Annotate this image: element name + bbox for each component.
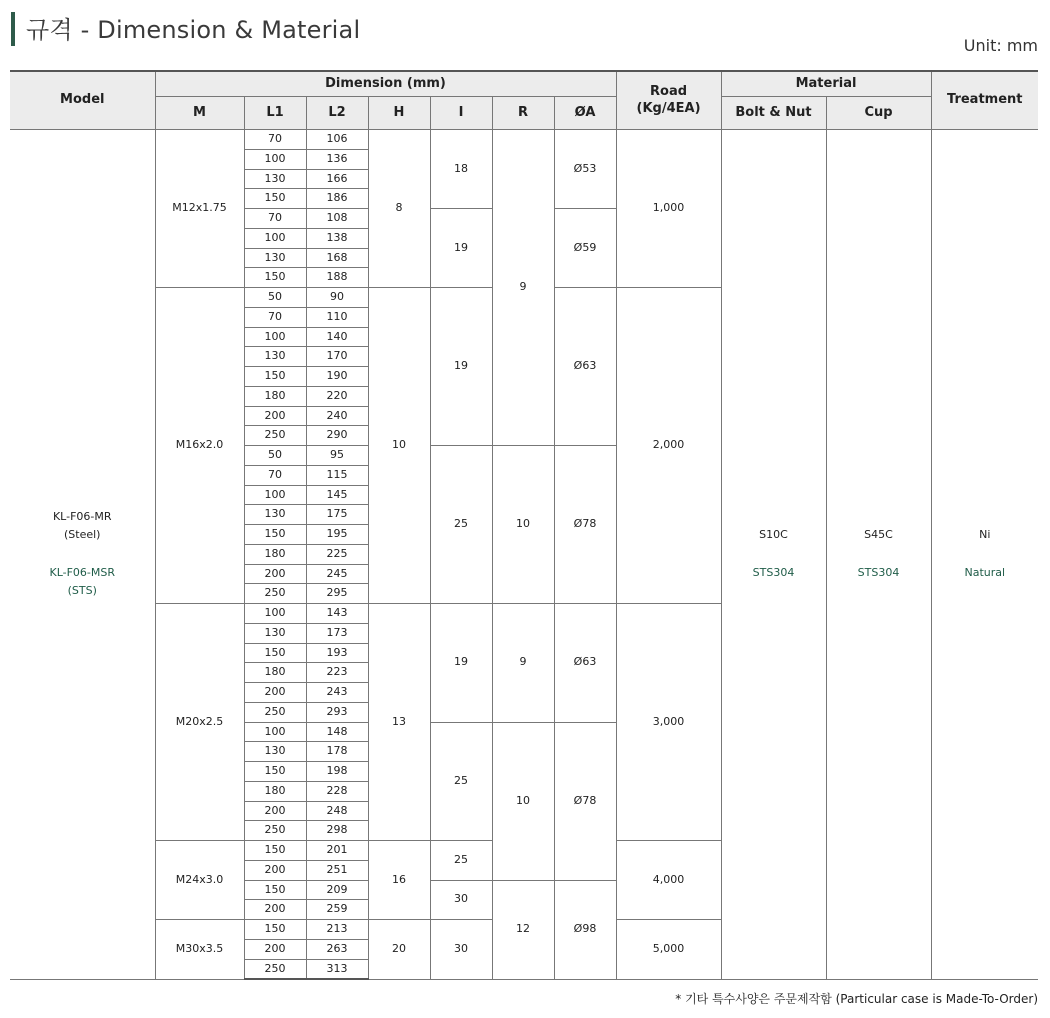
l2-cell: 243 <box>306 683 368 703</box>
a-cell: Ø63 <box>554 288 616 446</box>
h-cell: 13 <box>368 604 430 841</box>
l1-cell: 100 <box>244 149 306 169</box>
i-cell: 25 <box>430 841 492 881</box>
l2-cell: 115 <box>306 465 368 485</box>
l2-cell: 313 <box>306 959 368 979</box>
i-cell: 19 <box>430 209 492 288</box>
l1-cell: 150 <box>244 880 306 900</box>
l2-cell: 95 <box>306 446 368 466</box>
l1-cell: 150 <box>244 525 306 545</box>
header-bolt-nut: Bolt & Nut <box>721 97 826 130</box>
road-cell: 5,000 <box>616 920 721 980</box>
l2-cell: 138 <box>306 228 368 248</box>
l1-cell: 200 <box>244 564 306 584</box>
model-type-sts: (STS) <box>67 584 97 598</box>
l2-cell: 220 <box>306 386 368 406</box>
l2-cell: 145 <box>306 485 368 505</box>
l2-cell: 168 <box>306 248 368 268</box>
header-m: M <box>155 97 244 130</box>
l1-cell: 150 <box>244 762 306 782</box>
l2-cell: 195 <box>306 525 368 545</box>
unit-label: Unit: mm <box>963 36 1038 55</box>
l1-cell: 250 <box>244 702 306 722</box>
spec-table-body <box>10 130 1038 980</box>
l1-cell: 150 <box>244 643 306 663</box>
i-cell: 19 <box>430 288 492 446</box>
l1-cell: 180 <box>244 544 306 564</box>
l1-cell: 200 <box>244 406 306 426</box>
l1-cell: 180 <box>244 781 306 801</box>
r-cell: 10 <box>492 446 554 604</box>
l1-cell: 100 <box>244 604 306 624</box>
spec-table <box>10 70 1038 980</box>
a-cell: Ø78 <box>554 722 616 880</box>
h-cell: 8 <box>368 130 430 288</box>
i-cell: 30 <box>430 880 492 920</box>
road-cell: 1,000 <box>616 130 721 288</box>
treatment-steel: Ni <box>979 528 991 542</box>
l1-cell: 150 <box>244 920 306 940</box>
l1-cell: 100 <box>244 485 306 505</box>
l2-cell: 290 <box>306 426 368 446</box>
l1-cell: 130 <box>244 505 306 525</box>
l2-cell: 225 <box>306 544 368 564</box>
l2-cell: 293 <box>306 702 368 722</box>
l2-cell: 259 <box>306 900 368 920</box>
r-cell: 9 <box>492 130 554 446</box>
l1-cell: 130 <box>244 742 306 762</box>
i-cell: 25 <box>430 722 492 841</box>
l1-cell: 150 <box>244 268 306 288</box>
header-a: ØA <box>554 97 616 130</box>
page-title: 규격 - Dimension & Material <box>26 16 361 44</box>
i-cell: 18 <box>430 130 492 209</box>
header-r: R <box>492 97 554 130</box>
l1-cell: 200 <box>244 683 306 703</box>
l1-cell: 100 <box>244 327 306 347</box>
l1-cell: 250 <box>244 821 306 841</box>
title-accent-bar <box>11 12 15 46</box>
header-l1: L1 <box>244 97 306 130</box>
r-cell: 12 <box>492 880 554 979</box>
l2-cell: 106 <box>306 130 368 150</box>
header-material: Material <box>721 71 931 97</box>
l1-cell: 70 <box>244 307 306 327</box>
l2-cell: 170 <box>306 347 368 367</box>
l1-cell: 50 <box>244 288 306 308</box>
l1-cell: 70 <box>244 209 306 229</box>
cup-sts: STS304 <box>857 565 900 579</box>
footnote: * 기타 특수사양은 주문제작함 (Particular case is Made-To-Order) <box>675 992 1038 1006</box>
i-cell: 19 <box>430 604 492 723</box>
l2-cell: 188 <box>306 268 368 288</box>
l2-cell: 136 <box>306 149 368 169</box>
cup-cell <box>826 130 931 980</box>
l2-cell: 298 <box>306 821 368 841</box>
l2-cell: 263 <box>306 939 368 959</box>
model-cell <box>10 130 155 980</box>
header-dimension: Dimension (mm) <box>155 71 616 97</box>
a-cell: Ø53 <box>554 130 616 209</box>
l2-cell: 209 <box>306 880 368 900</box>
l1-cell: 250 <box>244 426 306 446</box>
header-road <box>616 71 721 130</box>
road-cell: 4,000 <box>616 841 721 920</box>
m-cell: M16x2.0 <box>155 288 244 604</box>
m-cell: M12x1.75 <box>155 130 244 288</box>
header-model: Model <box>10 71 155 130</box>
bolt-nut-cell <box>721 130 826 980</box>
l2-cell: 186 <box>306 189 368 209</box>
l2-cell: 193 <box>306 643 368 663</box>
r-cell: 10 <box>492 722 554 880</box>
treatment-cell <box>931 130 1038 980</box>
a-cell: Ø63 <box>554 604 616 723</box>
i-cell: 30 <box>430 920 492 980</box>
m-cell: M30x3.5 <box>155 920 244 980</box>
l1-cell: 200 <box>244 860 306 880</box>
l1-cell: 130 <box>244 347 306 367</box>
treatment-sts: Natural <box>964 565 1006 579</box>
a-cell: Ø98 <box>554 880 616 979</box>
a-cell: Ø78 <box>554 446 616 604</box>
header-l2: L2 <box>306 97 368 130</box>
l1-cell: 130 <box>244 623 306 643</box>
header-i: I <box>430 97 492 130</box>
model-name-sts: KL-F06-MSR <box>49 565 116 579</box>
l2-cell: 173 <box>306 623 368 643</box>
l1-cell: 70 <box>244 130 306 150</box>
road-cell: 3,000 <box>616 604 721 841</box>
l2-cell: 198 <box>306 762 368 782</box>
l2-cell: 245 <box>306 564 368 584</box>
l1-cell: 200 <box>244 801 306 821</box>
l2-cell: 166 <box>306 169 368 189</box>
l1-cell: 100 <box>244 228 306 248</box>
h-cell: 16 <box>368 841 430 920</box>
l2-cell: 251 <box>306 860 368 880</box>
l2-cell: 108 <box>306 209 368 229</box>
l1-cell: 150 <box>244 189 306 209</box>
l2-cell: 178 <box>306 742 368 762</box>
l2-cell: 295 <box>306 584 368 604</box>
header-h: H <box>368 97 430 130</box>
l1-cell: 200 <box>244 900 306 920</box>
l2-cell: 190 <box>306 367 368 387</box>
l2-cell: 223 <box>306 663 368 683</box>
header-treatment: Treatment <box>931 71 1038 130</box>
header-cup: Cup <box>826 97 931 130</box>
l1-cell: 50 <box>244 446 306 466</box>
l2-cell: 110 <box>306 307 368 327</box>
a-cell: Ø59 <box>554 209 616 288</box>
l1-cell: 250 <box>244 584 306 604</box>
l1-cell: 70 <box>244 465 306 485</box>
header-road-line2: (Kg/4EA) <box>636 100 701 116</box>
l1-cell: 200 <box>244 939 306 959</box>
l1-cell: 180 <box>244 386 306 406</box>
l2-cell: 175 <box>306 505 368 525</box>
r-cell: 9 <box>492 604 554 723</box>
l1-cell: 130 <box>244 169 306 189</box>
l2-cell: 143 <box>306 604 368 624</box>
model-name-steel: KL-F06-MR <box>52 509 112 523</box>
l2-cell: 140 <box>306 327 368 347</box>
l2-cell: 240 <box>306 406 368 426</box>
l2-cell: 90 <box>306 288 368 308</box>
cup-steel: S45C <box>864 528 893 542</box>
l2-cell: 248 <box>306 801 368 821</box>
l2-cell: 213 <box>306 920 368 940</box>
road-cell: 2,000 <box>616 288 721 604</box>
m-cell: M24x3.0 <box>155 841 244 920</box>
l1-cell: 180 <box>244 663 306 683</box>
l2-cell: 228 <box>306 781 368 801</box>
bolt-nut-steel: S10C <box>759 528 788 542</box>
l1-cell: 250 <box>244 959 306 979</box>
header-road-line1: Road <box>650 83 688 99</box>
model-type-steel: (Steel) <box>64 528 101 542</box>
l2-cell: 148 <box>306 722 368 742</box>
h-cell: 10 <box>368 288 430 604</box>
h-cell: 20 <box>368 920 430 980</box>
l1-cell: 150 <box>244 367 306 387</box>
i-cell: 25 <box>430 446 492 604</box>
l2-cell: 201 <box>306 841 368 861</box>
l1-cell: 100 <box>244 722 306 742</box>
l1-cell: 150 <box>244 841 306 861</box>
l1-cell: 130 <box>244 248 306 268</box>
m-cell: M20x2.5 <box>155 604 244 841</box>
table-row <box>10 130 1038 150</box>
bolt-nut-sts: STS304 <box>752 565 795 579</box>
